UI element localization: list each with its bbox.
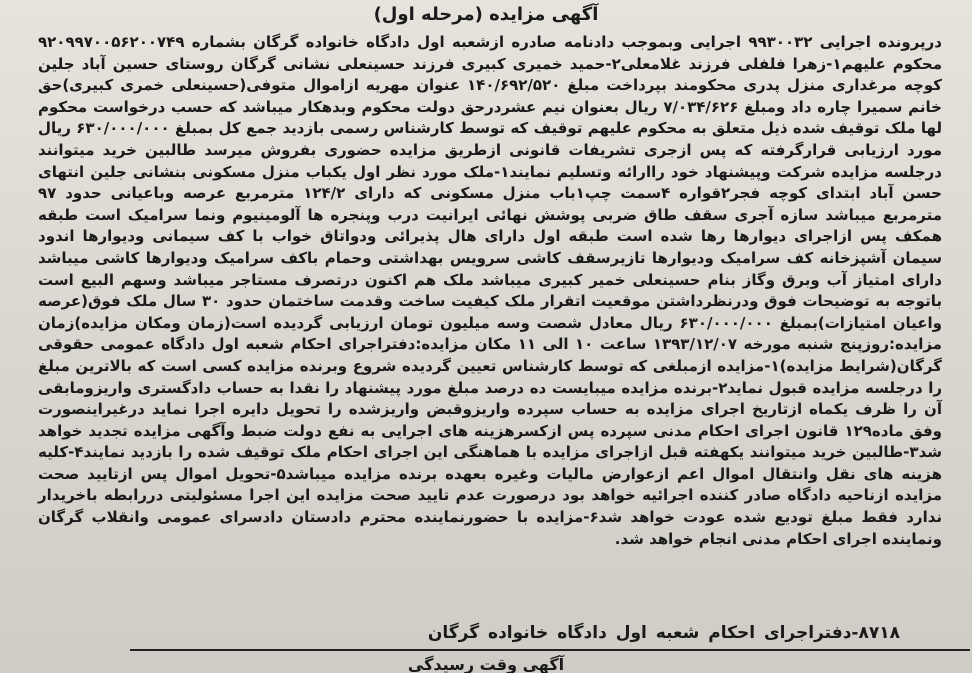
notice-body-text: درپرونده اجرایی ۹۹۳۰۰۳۲ اجرایی وبموجب دادنامه صادره ازشعبه اول دادگاه خانواده گرگان بشماره ۹۲۰۹۹۷۰۰۵۶۲۰۰۷۴۹ محکوم علیهم۱-زهرا فلفلی فرزند غلامعلی۲-حمید خمیری کبیری فرزند حسینعلی نشانی گرگان روستای حسین آباد جلین کوچه مرغداری منزل پدری محکومند بپرداخت مبلغ ۱۴۰/۶۹۲/۵۲۰ عنوان مهریه ازاموال متوفی(حسینعلی خمری کبیری)حق خانم سمیرا چاره داد ومبلغ ۷/۰۳۴/۶۲۶ ریال بعنوان نیم عشردرحق دولت محکوم وبدهکار میباشد که حسب درخواست محکوم لها ملک توقیف شده ذیل متعلق به محکوم علیهم توقیف که توسط کارشناس رسمی بازدید جمع کل بمبلغ ۶۳۰/۰۰۰/۰۰۰ ریال مورد ارزیابی قرارگرفته که پس ازجری تشریفات قانونی ازطریق مزایده حضوری بفروش میرسد طالبین خرید میتوانند درجلسه مزایده شرکت وپیشنهاد خود راارائه وتسلیم نمایند۱-ملک مورد نظر اول یکباب منزل مسکونی بنشانی جلین انتهای حسن آباد ابتدای کوچه فجر۲قواره ۴سمت چپ۱باب منزل مسکونی که دارای ۱۲۴/۲ مترمربع عرصه وباعیانی حدود ۹۷ مترمربع میباشد سازه آجری سقف طاق ضربی پوشش نهائی ایرانیت درب وپنجره ها آلومینیوم ونما سرامیک است طبقه همکف پس ازاجرای دیوارها رها شده است طبقه اول دارای هال پذیرائی ودواتاق خواب با کف سیمانی ودیوارها اندود سیمان آشپزخانه کف سرامیک ودیوارها تازیرسقف کاشی سرویس بهداشتی وحمام باکف سرامیک ودیوارها کاشی میباشد دارای امتیاز آب وبرق وگاز بنام حسینعلی خمیر کبیری میباشد ملک هم اکنون درتصرف مستاجر میباشد وسهم البیع است باتوجه به توضیحات فوق ودرنظرداشتن موقعیت اتقرار ملک کیفیت ساخت وقدمت ساختمان حدود ۳۰ سال ملک فوق(عرصه واعیان امتیازات)بمبلغ ۶۳۰/۰۰۰/۰۰۰ ریال معادل شصت وسه میلیون تومان ارزیابی گردیده است(زمان ومکان مزایده)زمان مزایده:روزپنج شنبه مورخه ۱۳۹۳/۱۲/۰۷ ساعت ۱۰ الی ۱۱ مکان مزایده:دفتراجرای احکام شعبه اول دادگاه عمومی حقوقی گرگان(شرایط مزایده)۱-مزایده ازمبلغی که توسط کارشناس تعیین گردیده شروع وبرنده مزایده کسی است که بالاترین مبلغ را درجلسه مزایده قبول نماید۲-برنده مزایده میبایست ده درصد مبلغ مورد پیشنهاد را نقدا به حساب دادگستری واریزومابقی آن را ظرف یکماه ازتاریخ اجرای مزایده به حساب سپرده واریزوقبض واریزشده را تحویل دایره اجرا نماید درغیراینصورت وفق ماده۱۲۹ قانون اجرای احکام مدنی سپرده پس ازکسرهزینه های اجرایی به نفع دولت ضبط وآگهی مزایده تجدید خواهد شد۳-طالبین خرید میتوانند یکهفته قبل ازاجرای مزایده با هماهنگی این اجرای احکام ملک توقیف شده را بازدید نمایند۴-کلیه هزینه های نقل وانتقال اموال اعم ازعوارض مالیات وغیره بعهده برنده مزایده میباشد۵-تحویل اموال پس ازتایید صحت مزایده ازناحیه دادگاه صادر کننده اجرائیه خواهد بود درصورت عدم تایید صحت مزایده این اجرا مسئولیتی دررابطه باخریدار ندارد فقط مبلغ تودیع شده عودت خواهد شد۶-مزایده با حضورنماینده محترم دادستان دادسرای عمومی وانقلاب گرگان ونماینده اجرای احکام مدنی انجام خواهد شد.: [38, 33, 943, 548]
notice-title: آگهی مزایده (مرحله اول): [373, 4, 599, 25]
notice-body: [38, 32, 942, 550]
next-notice-title: آگهی وقت رسیدگی: [407, 655, 565, 673]
divider-line: [130, 649, 970, 651]
notice-signature: ۸۷۱۸-دفتراجرای احکام شعبه اول دادگاه خانواده گرگان: [427, 623, 900, 643]
